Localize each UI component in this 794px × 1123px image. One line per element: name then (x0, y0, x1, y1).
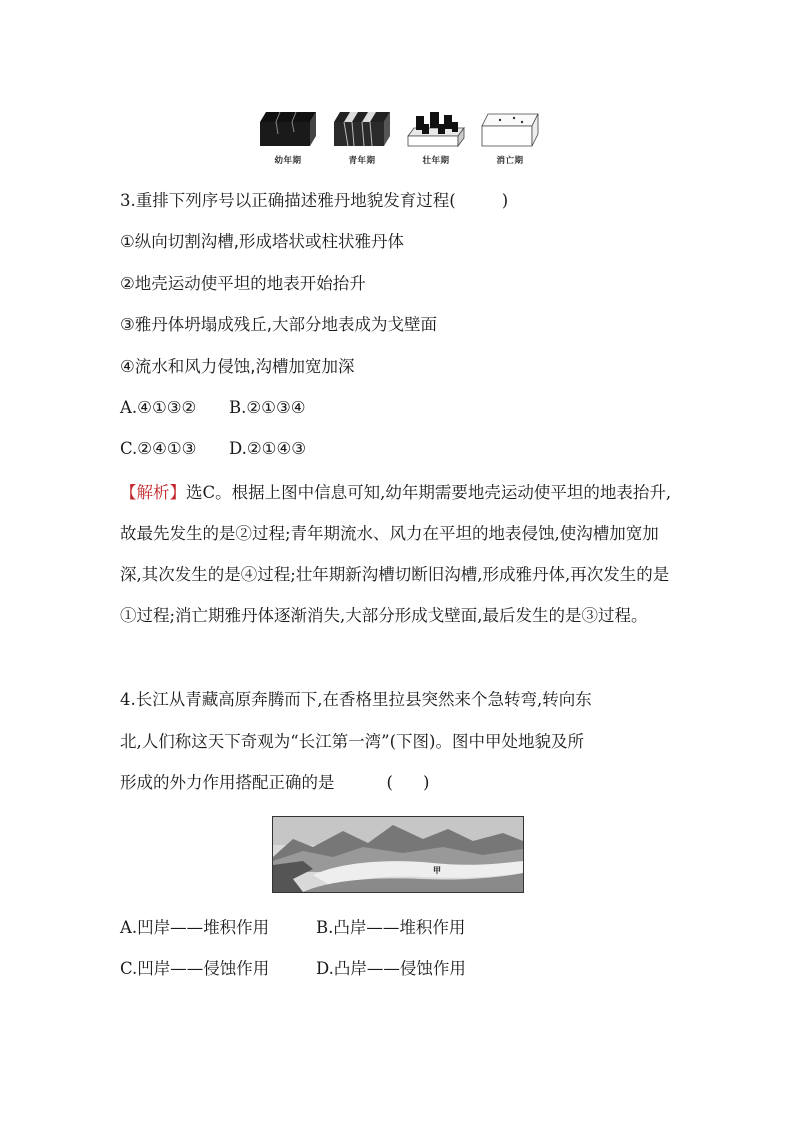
stem-close: ) (501, 191, 509, 210)
analysis-text: 选C。根据上图中信息可知,幼年期需要地壳运动使平坦的地表抬升,故最先发生的是②过程;青年期流水、风力在平坦的地表侵蚀,使沟槽加宽加深,其次发生的是④过程;壮年期新沟槽切断旧沟槽,形成雅丹体,再次发生的是①过程;消亡期雅丹体逐渐消失,大部分形成戈壁面,最后发生的是③过程。 (120, 483, 672, 625)
paren-open: ( (386, 773, 393, 792)
stage-label: 幼年期 (274, 156, 302, 166)
q4-stem-line-3 (120, 772, 429, 794)
q3-options-row-2 (120, 438, 306, 460)
landscape-photo-icon (273, 817, 523, 892)
analysis-tag: 【解析】 (120, 483, 186, 502)
block-youth-stage-icon (258, 106, 318, 150)
option-b: B.凸岸——堆积作用 (316, 918, 466, 937)
question-3-stem (120, 190, 508, 212)
option-c: C.②④①③ (120, 439, 197, 458)
yardang-stage-diagram (258, 106, 548, 170)
q4-stem-line-1: 4.长江从青藏高原奔腾而下,在香格里拉县突然来个急转弯,转向东 (120, 690, 592, 709)
paren-close: ) (422, 773, 430, 792)
option-a: A.凹岸——堆积作用 (120, 918, 270, 937)
stage-mature (406, 106, 466, 168)
stage-label: 壮年期 (422, 156, 450, 166)
stage-extinct (480, 106, 540, 168)
stem-text: 3.重排下列序号以正确描述雅丹地貌发育过程( (120, 191, 456, 210)
q4-options-row-1 (120, 917, 465, 939)
q3-item-4: ④流水和风力侵蚀,沟槽加宽加深 (120, 357, 355, 376)
q3-item-2: ②地壳运动使平坦的地表开始抬升 (120, 274, 366, 293)
photo-label-jia: 甲 (433, 866, 441, 875)
block-young-stage-icon (332, 106, 392, 150)
block-mature-stage-icon (406, 106, 466, 150)
q3-item-1: ①纵向切割沟槽,形成塔状或柱状雅丹体 (120, 232, 405, 251)
q3-item-3: ③雅丹体坍塌成残丘,大部分地表成为戈壁面 (120, 315, 438, 334)
q3-options-row-1 (120, 397, 306, 419)
option-d: D.②①④③ (229, 439, 307, 458)
q4-stem-line-2: 北,人们称这天下奇观为“长江第一湾”(下图)。图中甲处地貌及所 (120, 732, 584, 751)
option-d: D.凸岸——侵蚀作用 (316, 959, 466, 978)
option-c: C.凹岸——侵蚀作用 (120, 959, 270, 978)
q3-analysis (120, 472, 680, 636)
option-a: A.④①③② (120, 398, 197, 417)
stage-label: 青年期 (348, 156, 376, 166)
stem-text: 形成的外力作用搭配正确的是 (120, 773, 335, 792)
q4-options-row-2 (120, 958, 466, 980)
option-b: B.②①③④ (229, 398, 306, 417)
stage-young (332, 106, 392, 168)
stage-label: 消亡期 (496, 156, 524, 166)
yangtze-first-bend-photo (272, 816, 524, 893)
stage-youth (258, 106, 318, 168)
block-extinct-stage-icon (480, 106, 540, 150)
